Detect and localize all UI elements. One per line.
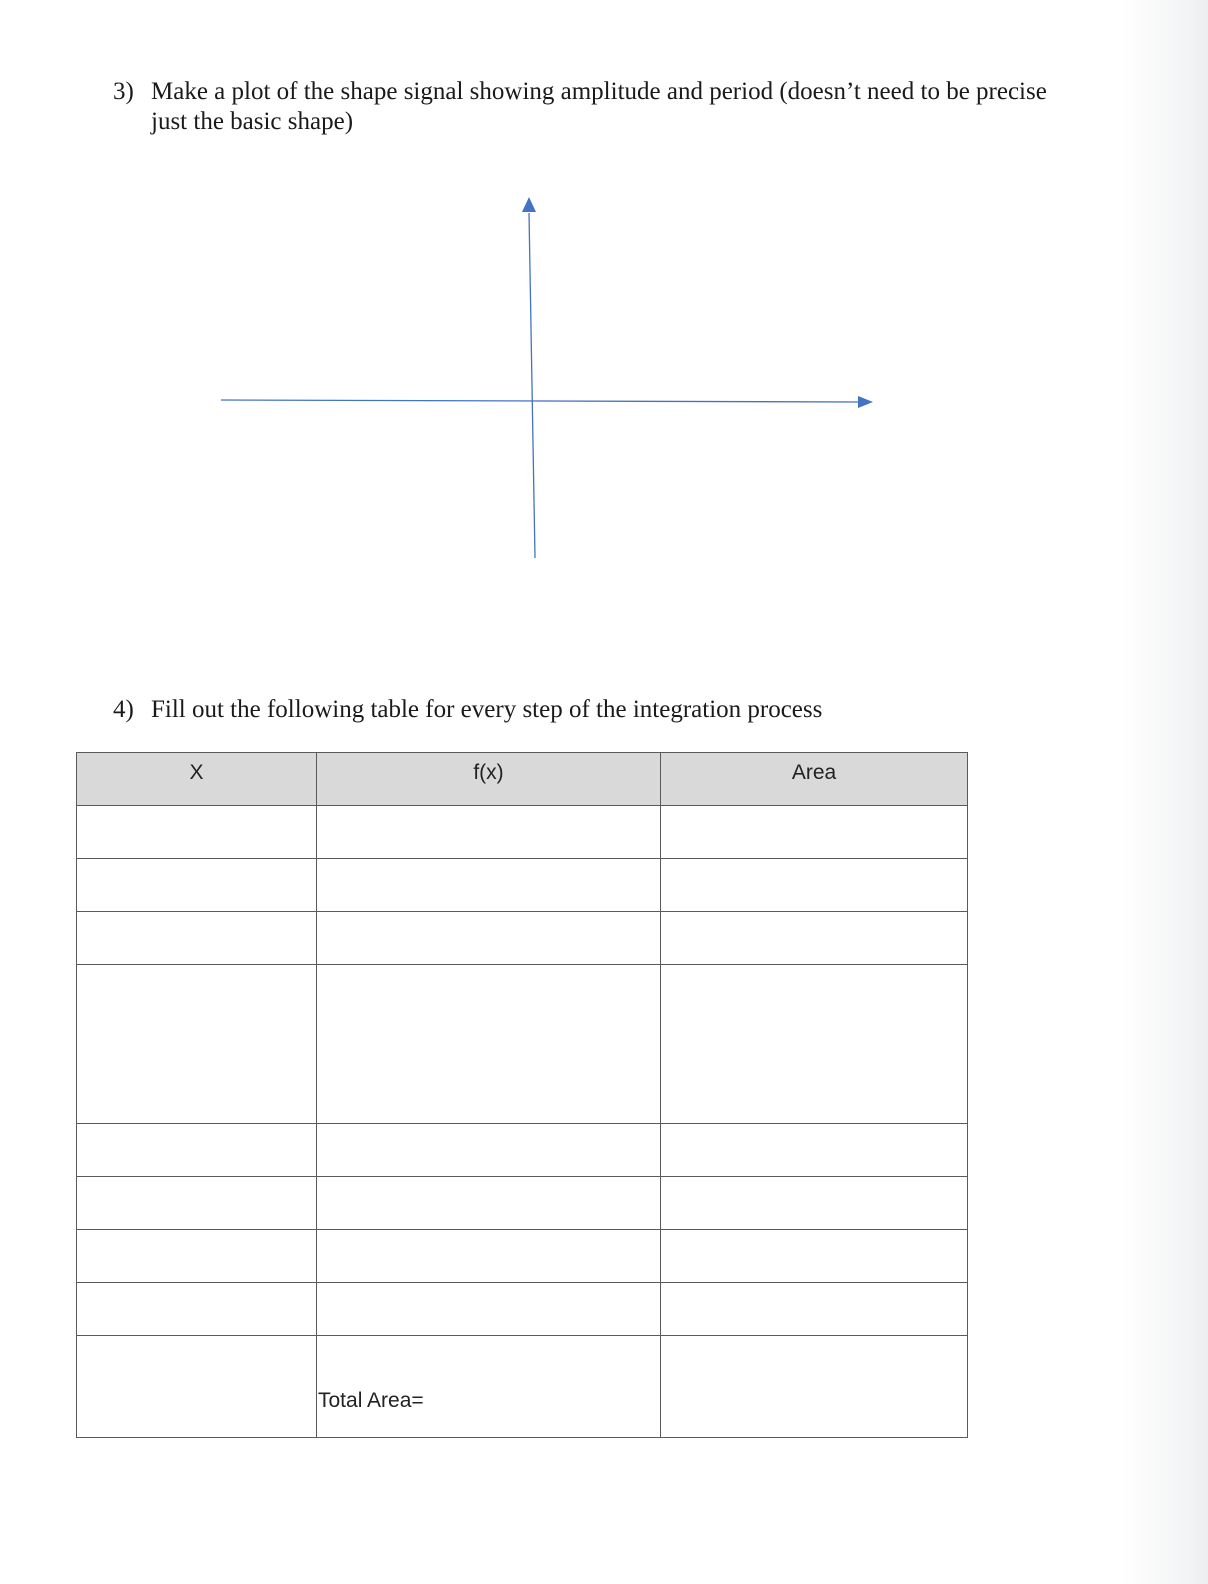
total-area-label: Total Area= (318, 1389, 424, 1412)
area-cell[interactable] (661, 859, 968, 912)
header-x-label: X (189, 761, 204, 784)
x-cell[interactable] (77, 1230, 317, 1283)
blank-plot-axes (200, 185, 900, 570)
area-cell[interactable] (661, 1230, 968, 1283)
area-cell[interactable] (661, 806, 968, 859)
question-4 (113, 695, 1093, 727)
x-cell[interactable] (77, 859, 317, 912)
page-edge-shadow (1120, 0, 1208, 1584)
header-area-label: Area (791, 761, 837, 784)
total-row (77, 1336, 968, 1438)
area-cell[interactable] (661, 1283, 968, 1336)
question-4-text: Fill out the following table for every step of the integration process (151, 696, 823, 723)
header-area (661, 753, 968, 806)
table-row (77, 1124, 968, 1177)
question-4-number: 4) (113, 696, 134, 723)
question-3-text: Make a plot of the shape signal showing amplitude and period (doesn’t need to be precise just the basic shape) (151, 78, 1047, 135)
header-x (77, 753, 317, 806)
question-3 (113, 77, 1093, 141)
fx-cell[interactable] (317, 1283, 661, 1336)
x-cell[interactable] (77, 806, 317, 859)
x-cell[interactable] (77, 1336, 317, 1438)
table-row (77, 912, 968, 965)
table-row (77, 965, 968, 1124)
horizontal-axis (221, 400, 860, 402)
fx-cell[interactable] (317, 912, 661, 965)
fx-cell[interactable] (317, 1177, 661, 1230)
total-label-cell (317, 1336, 661, 1438)
x-cell[interactable] (77, 1283, 317, 1336)
header-fx (317, 753, 661, 806)
table-header-row (77, 753, 968, 806)
table-row (77, 1177, 968, 1230)
x-cell[interactable] (77, 1124, 317, 1177)
vertical-axis (529, 213, 535, 558)
table-row (77, 859, 968, 912)
area-cell[interactable] (661, 912, 968, 965)
fx-cell[interactable] (317, 1124, 661, 1177)
fx-cell[interactable] (317, 859, 661, 912)
x-cell[interactable] (77, 1177, 317, 1230)
total-area-cell[interactable] (661, 1336, 968, 1438)
fx-cell[interactable] (317, 1230, 661, 1283)
area-cell[interactable] (661, 1124, 968, 1177)
area-cell[interactable] (661, 965, 968, 1124)
vertical-axis-arrowhead (522, 197, 536, 212)
area-cell[interactable] (661, 1177, 968, 1230)
x-cell[interactable] (77, 912, 317, 965)
table-row (77, 806, 968, 859)
x-cell[interactable] (77, 965, 317, 1124)
integration-table (76, 752, 968, 1438)
question-3-number: 3) (113, 78, 134, 105)
table-row (77, 1230, 968, 1283)
header-fx-label: f(x) (473, 761, 504, 784)
fx-cell[interactable] (317, 806, 661, 859)
horizontal-axis-arrowhead (858, 396, 873, 408)
fx-cell[interactable] (317, 965, 661, 1124)
table-row (77, 1283, 968, 1336)
